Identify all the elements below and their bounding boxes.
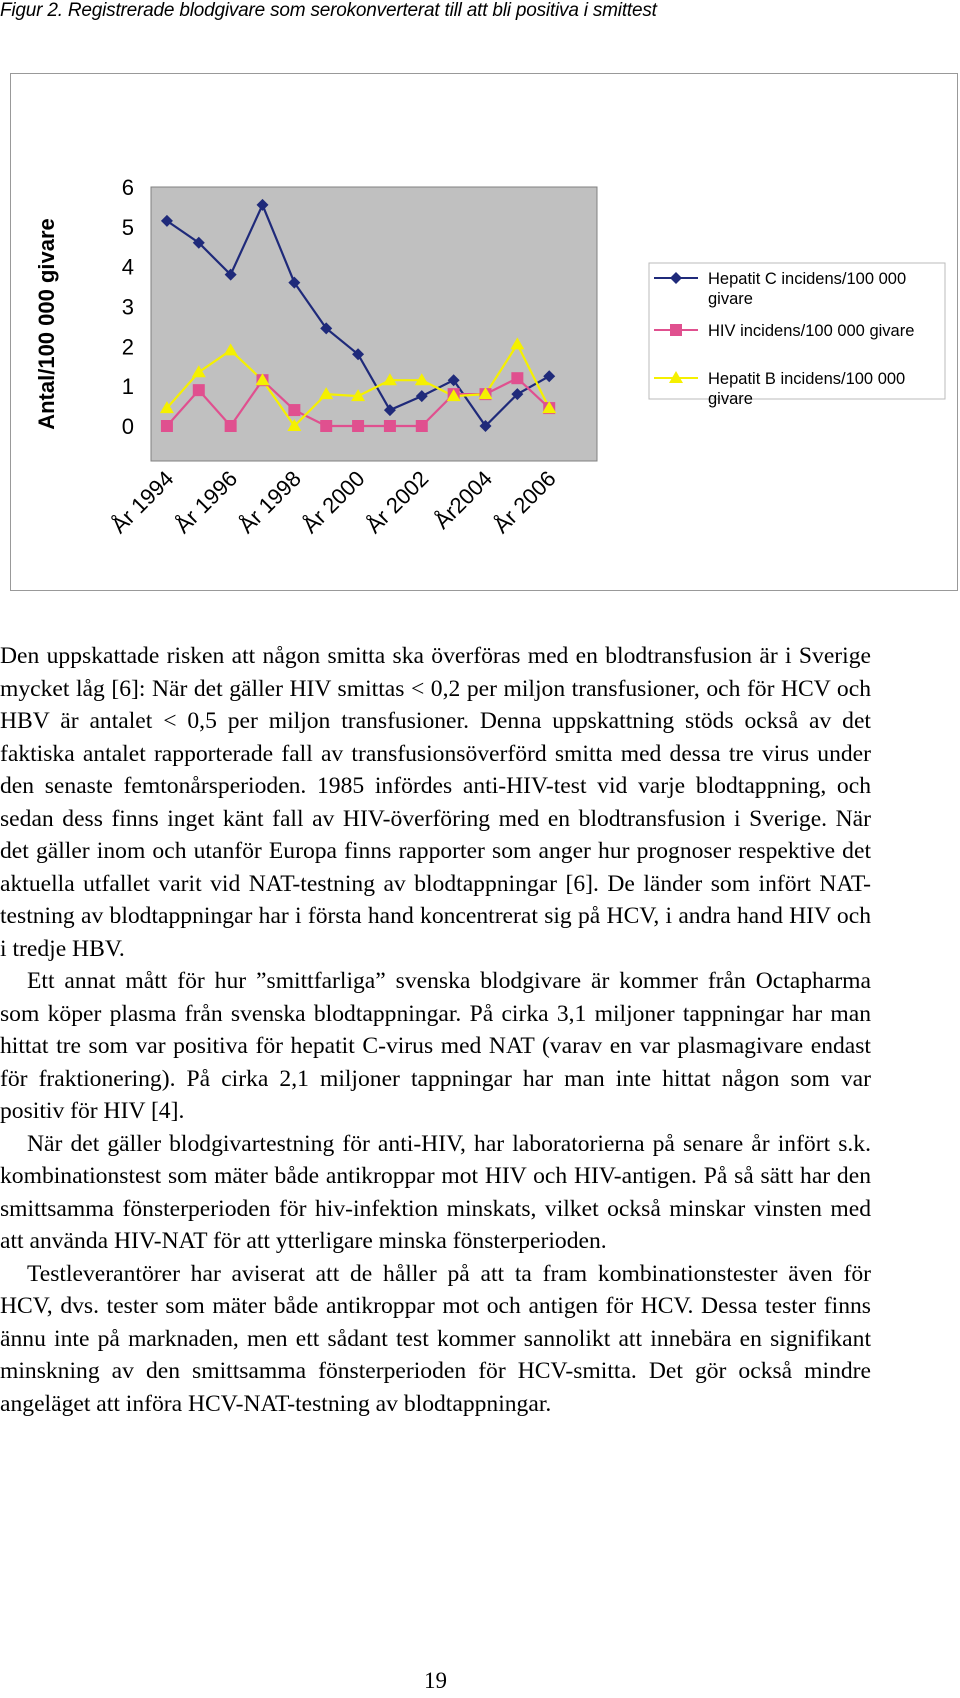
- legend-label-hepatit-c-cont: givare: [708, 290, 753, 308]
- y-tick-label: 1: [121, 374, 134, 400]
- legend-label-hepatit-c: Hepatit C incidens/100 000: [708, 270, 907, 288]
- data-point-hiv: [161, 420, 173, 432]
- square-marker-icon: [670, 324, 682, 336]
- y-tick-label: 5: [121, 214, 134, 240]
- data-point-hiv: [384, 420, 396, 432]
- paragraph: Ett annat mått för hur ”smittfarliga” svenska blodgivare är kommer från Octapharma som köper plasma från svenska blodtappningar. På cirka 3,1 miljoner tappningar har man hittat tre som var positiva för hepatit C-virus med NAT (varav en var plasmagivare endast för fraktionering). På cirka 2,1 miljoner tappningar har man inte hittat någon som var positiv för HIV [4].: [0, 968, 871, 1124]
- y-tick-label: 2: [121, 334, 134, 360]
- x-tick-label: År 1998: [233, 465, 306, 539]
- data-point-hiv: [288, 404, 300, 416]
- data-point-hiv: [416, 420, 428, 432]
- x-tick-label: År 2006: [488, 465, 561, 539]
- chart-frame: [10, 73, 958, 591]
- paragraph: Den uppskattade risken att någon smitta ska överföras med en blodtransfusion är i Sverige mycket låg [6]: När det gäller HIV smittas < 0,2 per miljon transfusioner, och för HCV och HBV är antalet < 0,5 per miljon transfusioner. Denna uppskattning stöds också av det faktiska antalet rapporterade fall av transfusionsöverförd smitta med dessa tre virus under den senaste femtonårsperioden. 1985 infördes anti-HIV-test vid varje blodtappning, och sedan dess finns inget känt fall av HIV-överföring med en blodtransfusion i Sverige. När det gäller inom och utanför Europa finns rapporter som anger hur prognoser respektive det aktuella utfallet varit vid NAT-testning av blodtappningar [6]. De länder som infört NAT-testning av blodtappningar har i första hand koncentrerat sig på HCV, i andra hand HIV och i tredje HBV.: [0, 643, 871, 962]
- line-chart: [11, 74, 956, 589]
- page-number: 19: [424, 1668, 447, 1693]
- figure-caption: Figur 2. Registrerade blodgivare som serokonverterat till att bli positiva i smittest: [0, 0, 657, 21]
- paragraph: Testleverantörer har aviserat att de håller på att ta fram kombinationstester även för HCV, dvs. tester som mäter både antikroppar mot och antigen för HCV. Dessa tester finns ännu inte på marknaden, men ett sådant test kommer sannolikt att innebära en signifikant minskning av den smittsamma fönsterperioden för HCV-smitta. Det gör också mindre angeläget att införa HCV-NAT-testning av blodtappningar.: [0, 1260, 871, 1417]
- paragraph: När det gäller blodgivartestning för anti-HIV, har laboratorierna på senare år infört s.k. kombinationstest som mäter både antikroppar mot HIV och HIV-antigen. På så sätt har den smittsamma fönsterperioden för hiv-infektion minskats, vilket också minskar vinsten med att använda HIV-NAT för att ytterligare minska fönsterperioden.: [0, 1130, 871, 1254]
- data-point-hiv: [320, 420, 332, 432]
- body-text: [0, 640, 871, 1420]
- x-tick-label: År 2002: [361, 465, 434, 539]
- data-point-hiv: [225, 420, 237, 432]
- y-tick-label: 3: [121, 294, 134, 320]
- x-tick-label: År2004: [429, 465, 498, 534]
- y-tick-label: 4: [121, 254, 134, 280]
- x-tick-label: År 1994: [106, 465, 179, 539]
- data-point-hiv: [193, 384, 205, 396]
- legend-label-hepatit-b: Hepatit B incidens/100 000: [708, 370, 906, 388]
- legend-label-hiv: HIV incidens/100 000 givare: [708, 322, 915, 340]
- data-point-hiv: [511, 372, 523, 384]
- plot-area: [151, 187, 597, 461]
- y-axis-title: Antal/100 000 givare: [34, 218, 59, 430]
- legend-label-hepatit-b-cont: givare: [708, 390, 753, 408]
- data-point-hiv: [352, 420, 364, 432]
- y-tick-label: 0: [121, 414, 134, 439]
- y-tick-label: 6: [121, 175, 134, 200]
- x-tick-label: År 2000: [297, 465, 370, 539]
- x-tick-label: År 1996: [170, 465, 243, 539]
